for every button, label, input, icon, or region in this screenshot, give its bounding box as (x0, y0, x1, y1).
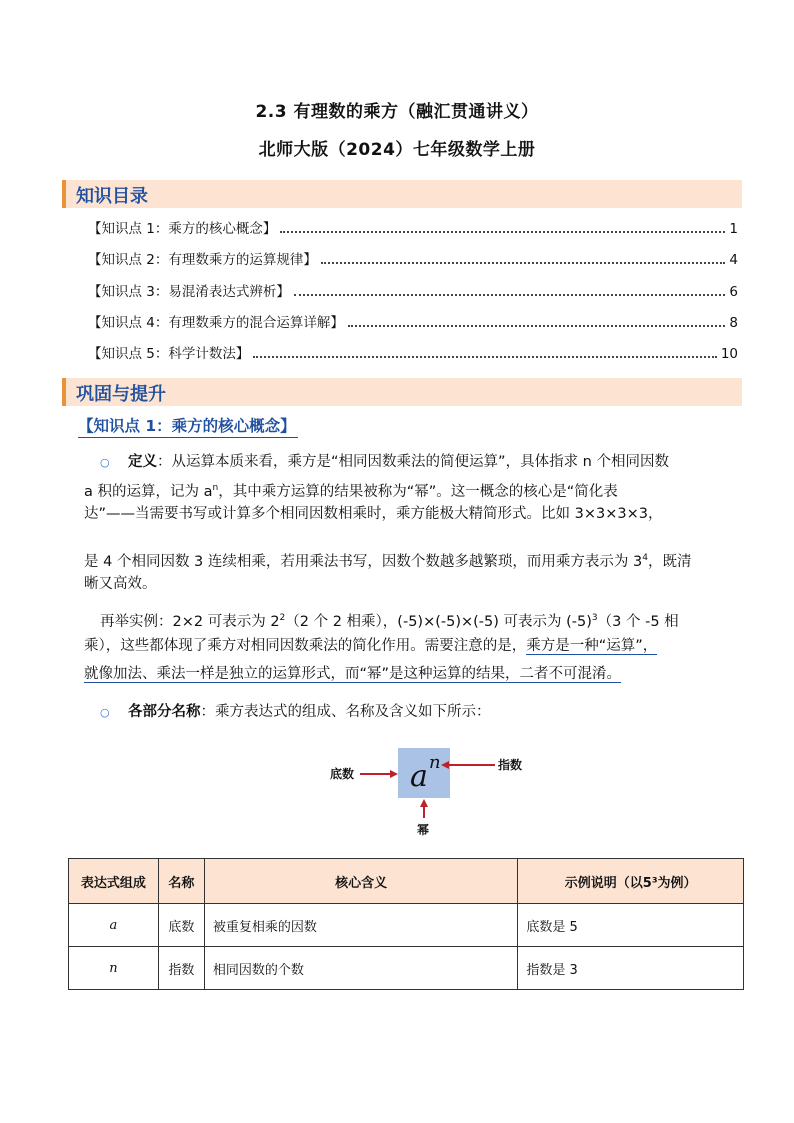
superscript: 2 (279, 613, 286, 623)
superscript: 3 (591, 613, 598, 623)
toc-item-page: 1 (729, 221, 738, 237)
power-arrow-head (420, 799, 428, 807)
bullet-icon: ○ (100, 456, 110, 469)
table-cell: 被重复相乘的因数 (204, 904, 517, 947)
toc-item[interactable] (88, 217, 738, 237)
toc-item[interactable] (88, 311, 738, 331)
table-cell: 底数 (158, 904, 204, 947)
definition-line-3 (84, 504, 662, 524)
toc-heading: 知识目录 (76, 186, 148, 207)
text-run: （3 个 -5 相 (597, 613, 679, 630)
bullet-icon: ○ (100, 706, 110, 719)
table-cell: 指数是 3 (518, 947, 744, 990)
text-run: 是 4 个相同因数 3 连续相乘，若用乘法书写，因数个数越多越繁琐，而用乘方表示为 3 (84, 553, 643, 570)
example-line-2 (84, 636, 657, 656)
toc-heading-bar (62, 180, 742, 208)
table-cell: 相同因数的个数 (204, 947, 517, 990)
table-cell: a (69, 904, 159, 947)
document-subtitle: 北师大版（2024）七年级数学上册 (258, 140, 536, 160)
superscript: 4 (642, 553, 648, 563)
table-header: 名称 (158, 859, 204, 904)
toc-leader (294, 293, 726, 296)
toc-item-label: 【知识点 2：有理数乘方的运算规律】 (88, 252, 317, 268)
superscript: n (212, 483, 219, 493)
table-row (69, 904, 744, 947)
underlined-text: 就像加法、乘法一样是独立的运算形式，而“幂”是这种运算的结果，二者不可混淆。 (84, 666, 622, 682)
table-header: 表达式组成 (69, 859, 159, 904)
parts-label: 各部分名称 (128, 704, 201, 720)
table-header: 核心含义 (204, 859, 517, 904)
knowledge-point-heading: 【知识点 1：乘方的核心概念】 (78, 414, 298, 438)
table-header: 示例说明（以5³为例） (518, 859, 744, 904)
definition-label: 定义 (128, 454, 158, 470)
toc-item-page: 8 (729, 315, 738, 331)
toc-item-page: 4 (729, 252, 738, 268)
power-label: 幂 (417, 823, 430, 837)
definition-line-1 (100, 452, 669, 473)
document-title: 2.3 有理数的乘方（融汇贯通讲义） (255, 102, 539, 122)
text-run: 达”——当需要书写或计算多个相同因数相乘时，乘方能极大精简形式。比如 3×3×3×3， (84, 506, 663, 522)
table-cell: 指数 (158, 947, 204, 990)
exponent-label: 指数 (498, 758, 523, 772)
text-run: （2 个 2 相乘），(-5)×(-5)×(-5) 可表示为 (-5) (285, 613, 592, 630)
toc-item[interactable] (88, 342, 738, 362)
definition-line-5 (84, 574, 157, 594)
toc-item-label: 【知识点 5：科学计数法】 (88, 346, 250, 362)
toc-item-label: 【知识点 4：有理数乘方的混合运算详解】 (88, 315, 344, 331)
table-cell: n (69, 947, 159, 990)
table-header-row (69, 859, 744, 904)
parts-text: ：乘方表达式的组成、名称及含义如下所示： (200, 704, 491, 720)
parts-table (68, 858, 744, 990)
section-heading: 巩固与提升 (76, 384, 166, 405)
toc-item-label: 【知识点 1：乘方的核心概念】 (88, 221, 277, 237)
text-run: ，既清 (647, 553, 692, 570)
text-run: 再举实例：2×2 可表示为 2 (100, 613, 280, 630)
underlined-text: 乘方是一种“运算”， (526, 638, 658, 654)
toc-item-page: 10 (720, 346, 738, 362)
power-diagram (310, 740, 550, 840)
toc-item-label: 【知识点 3：易混淆表达式辨析】 (88, 284, 290, 300)
toc-item-page: 6 (729, 284, 738, 300)
text-run: 乘），这些都体现了乘方对相同因数乘法的简化作用。需要注意的是， (84, 638, 527, 654)
table-cell: 底数是 5 (518, 904, 744, 947)
toc-leader (253, 355, 716, 358)
parts-line (100, 702, 491, 723)
example-line-3 (84, 664, 621, 684)
example-line-1 (100, 608, 679, 632)
toc-leader (280, 230, 725, 233)
text-run: ，其中乘方运算的结果被称为“幂”。这一概念的核心是“简化表 (218, 483, 618, 500)
toc-item[interactable] (88, 280, 738, 300)
text-run: 晰又高效。 (84, 576, 157, 592)
definition-text: ：从运算本质来看，乘方是“相同因数乘法的简便运算”，具体指求 n 个相同因数 (157, 454, 669, 470)
base-letter: a (410, 759, 428, 794)
exponent-letter: n (429, 752, 441, 773)
toc-item[interactable] (88, 248, 738, 268)
base-arrow-head (390, 770, 398, 778)
definition-line-2 (84, 478, 618, 502)
base-label: 底数 (330, 767, 355, 781)
toc-leader (321, 261, 726, 264)
table-row (69, 947, 744, 990)
toc-leader (348, 324, 726, 327)
text-run: a 积的运算，记为 a (84, 483, 213, 500)
definition-line-4 (84, 548, 691, 572)
section-heading-bar (62, 378, 742, 406)
